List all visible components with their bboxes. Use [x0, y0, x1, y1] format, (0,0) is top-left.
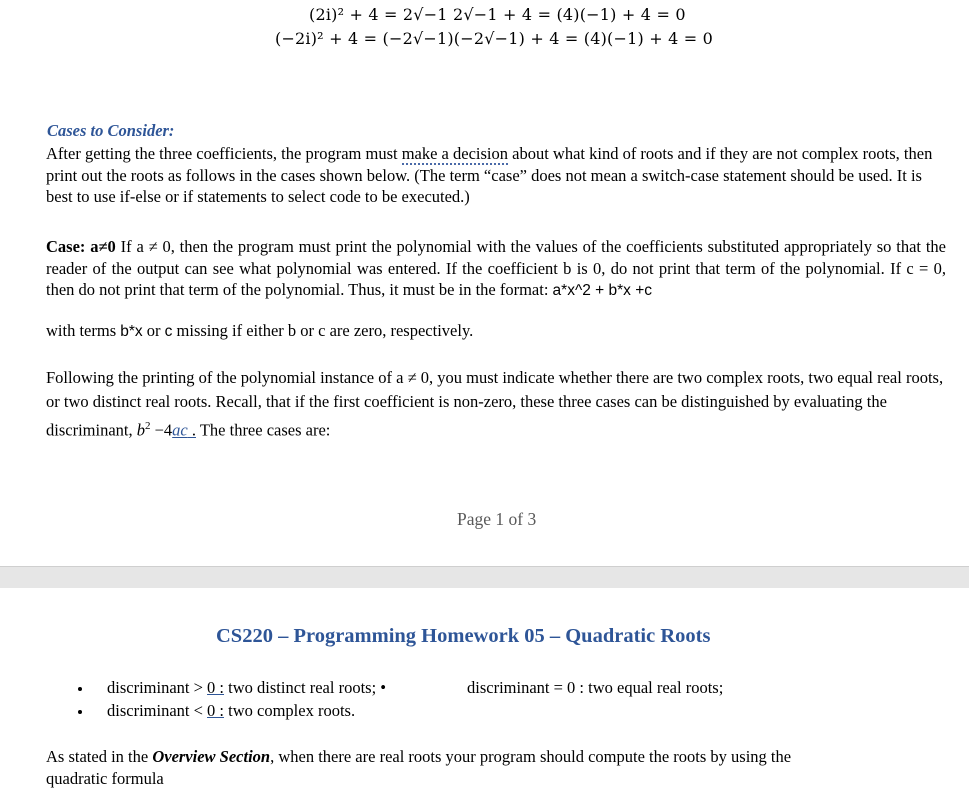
paragraph-decision-post: about what kind of roots and if they are not complex roots, then print out the roots as follows in the cases shown below. (The term “case” does not mean a switch-case statement should be used. It is best to use if-else or if statements to select code to be executed.) [46, 144, 933, 206]
discriminant-tail: The three cases are: [196, 420, 331, 440]
b2-zero: 0 : [207, 701, 225, 720]
b1-post: two distinct real roots; • [224, 678, 387, 697]
disc-ac: ac [172, 420, 188, 440]
paragraph-decision [46, 143, 946, 208]
missing-terms-post: missing if either b or c are zero, respectively. [172, 321, 474, 340]
missing-terms-mid: or [142, 321, 165, 340]
bullet-discriminant-negative [107, 701, 355, 721]
code-c-term: c [164, 323, 173, 340]
paragraph-discriminant [46, 366, 946, 443]
disc-b: b [136, 420, 145, 440]
document-title: CS220 – Programming Homework 05 – Quadratic Roots [216, 625, 711, 647]
cases-heading: Cases to Consider: [47, 121, 175, 140]
equation-positive-root: (2i)² + 4 = 2√−1 2√−1 + 4 = (4)(−1) + 4 = 0 [309, 5, 686, 24]
missing-terms-pre: with terms [46, 321, 121, 340]
document-page-2 [0, 588, 969, 788]
bullet-discriminant-positive [107, 678, 386, 698]
b1-pre: discriminant > [107, 678, 208, 697]
case-label: Case: a≠0 [46, 237, 116, 256]
polynomial-format-code: a*x^2 + b*x +c [552, 282, 653, 299]
b1-zero: 0 : [207, 678, 225, 697]
disc-dot: . [187, 420, 196, 440]
b2-post: two complex roots. [224, 701, 356, 720]
p4-cut: quadratic formula [46, 768, 164, 788]
bullet-dot-1 [78, 687, 82, 691]
paragraph-decision-pre: After getting the three coefficients, the program must [46, 144, 402, 163]
bullet-dot-2 [78, 710, 82, 714]
paragraph-missing-terms [46, 320, 946, 343]
make-a-decision-link[interactable]: make a decision [401, 144, 508, 163]
page-separator [0, 566, 969, 589]
paragraph-case-a-nonzero [46, 236, 946, 302]
discriminant-body: Following the printing of the polynomial instance of a ≠ 0, you must indicate whether there are two complex roots, two equal real roots, or two distinct real roots. Recall, that if the first coefficient is non-zero, these three cases can be distinguished by evaluating the discriminant, [46, 368, 944, 440]
b2-pre: discriminant < [107, 701, 208, 720]
disc-minus: −4 [150, 420, 173, 440]
p4-pre: As stated in the [46, 747, 153, 766]
case-body: If a ≠ 0, then the program must print the polynomial with the values of the coefficients substituted appropriately so that the reader of the output can see what polynomial was entered. If the coefficient b is 0, do not print that term of the polynomial. If c = 0, then do not print that term of the polynomial. Thus, it must be in the format: [46, 237, 946, 299]
equation-negative-root: (−2i)² + 4 = (−2√−1)(−2√−1) + 4 = (4)(−1) + 4 = 0 [275, 29, 714, 48]
disc-sup: 2 [144, 420, 151, 432]
page-footer: Page 1 of 3 [457, 509, 537, 529]
bullet-discriminant-zero: discriminant = 0 : two equal real roots; [467, 678, 724, 697]
code-b-term: b*x [120, 323, 143, 340]
overview-section-ref: Overview Section [152, 747, 271, 766]
p4-post: , when there are real roots your program should compute the roots by using the [270, 747, 792, 766]
paragraph-overview-reference [46, 746, 946, 789]
